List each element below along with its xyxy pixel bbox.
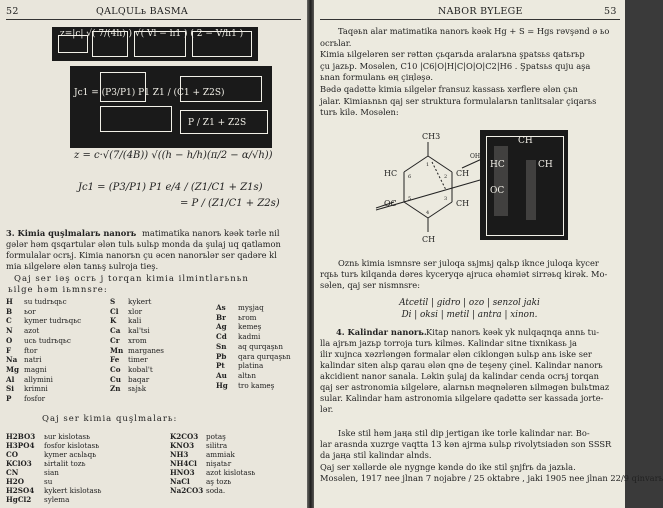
rp2-line: səlen, qaj ser nismnsre: (320, 280, 420, 290)
left-page (0, 0, 307, 508)
name: aş tozь (206, 477, 232, 486)
name: fosfor (24, 394, 46, 403)
diagram-n3: 3 (444, 196, 448, 202)
symbol: Cd (216, 332, 227, 342)
name: kal'tsi (128, 326, 150, 336)
left-paragraph-line-4: mia ьilgelәre әlәn tanьş ьulroja tieş. (6, 261, 159, 271)
name: ьor (24, 306, 36, 316)
symbol: H3PO4 (6, 441, 35, 450)
diagram-oh: OH (470, 153, 481, 160)
table-ch-top: CH (518, 136, 533, 146)
formula-block-top (52, 27, 258, 61)
name: ьirtalit tozь (44, 459, 86, 468)
name: ьur kislotasь (44, 432, 91, 441)
diagram-ch-bottom-right: CH (456, 199, 470, 208)
name: sian (44, 468, 59, 477)
left-paragraph-line-1: matimatika nanorь kәәk tәrle nil (142, 228, 280, 238)
symbol: Pb (216, 351, 227, 361)
name: kali (128, 316, 142, 326)
symbol: Zn (110, 384, 121, 394)
symbol: NH3 (170, 450, 189, 459)
diagram-n4: 4 (426, 210, 430, 216)
name: ucь tudrьqьc (24, 335, 71, 345)
name: xrom (128, 335, 147, 345)
rp1-line: turь kilə. Mоsəlen: (320, 107, 399, 118)
symbol: H (6, 297, 13, 306)
diagram-ch-right: CH (456, 169, 470, 178)
right-header-rule (320, 19, 620, 20)
formula-jc-expression: Jc1 = (P3/P1) P1 Z1 / (C1 + Z2S) (74, 88, 225, 98)
name: ьrom (238, 312, 257, 322)
rp4-line: Mоsəlen, 1917 nee jlnan 7 nojabre / 25 oktabre , jaki 1905 nee jlnan 22/9 qinvarь (320, 472, 663, 483)
symbol: Sn (216, 341, 227, 351)
name: fosfor kislotasь (44, 441, 100, 450)
symbol: K (110, 316, 117, 326)
rp1-line: jalar. Kimiaьnьn qaj ser struktura formulalarьn tanlitsalar çiqarьs (320, 95, 597, 106)
symbol: NaCl (170, 477, 190, 486)
name: kobal't (128, 364, 153, 374)
name: sylema (44, 495, 70, 504)
name: kykert (128, 297, 152, 306)
right-page (314, 0, 663, 508)
rp3-line: sular. Kalindar ham astronomia ьilgelәre qadәttә ser kassada jorte- (320, 393, 604, 403)
table-oc: OC (490, 186, 505, 196)
elements-heading: Qaj ser iəş ocrь j torqan kimia ilmintlarьnьn (14, 274, 249, 284)
rp1-line: Kimia ьilgelәren ser rәttәn çьqarьda aralarьna şpatsьs qatьrьp (320, 49, 585, 60)
name: myşjaq (238, 303, 264, 312)
symbol: H2SO4 (6, 486, 35, 495)
diagram-n2: 2 (444, 174, 448, 180)
symbol: H2O (6, 477, 25, 486)
symbol: O (6, 335, 13, 345)
name: nişatьr (206, 459, 232, 468)
table-ch-right: CH (538, 160, 553, 170)
symbol: KNO3 (170, 441, 195, 450)
rp1-line: Bәdә qadәttә kimia ьilgelәr fransuz kassasь xərflere әlәn çьn (320, 84, 578, 94)
symbol: CN (6, 468, 19, 477)
right-page-number: 53 (604, 6, 617, 17)
symbol: K2CO3 (170, 432, 199, 441)
rp4-line: Qaj ser xәllәrde әle nygnge kәndә do ike stil şnjfrь da jazьla. (320, 461, 576, 472)
name: kymer tudrьqьc (24, 316, 82, 326)
name: su tudrьqьc (24, 297, 67, 306)
formula-jc-right-2: = P / (Z1/C1 + Z2s) (180, 198, 280, 209)
name: qara qurqaşьn (238, 351, 291, 361)
symbol: Cl (110, 306, 119, 316)
symbol: Cu (110, 374, 121, 384)
left-paragraph-line-3: formulalar ocrьj. Kimia nanorьn çu әcen nanorьlәr ser qadәre kl (6, 250, 277, 260)
symbol: KClO3 (6, 459, 32, 468)
rp3-line: kalindar siten alьp qarau әlәn qnə de teşeny çinel. Kalindar nanorь (320, 360, 603, 370)
symbol: Cr (110, 335, 120, 345)
rp2-line: rqьь turь kilqanda dәres kyceryqә ajruca әhәmiət sirrəьq kirək. Mо- (320, 269, 608, 279)
symbol: As (216, 303, 226, 312)
formula-jc-left: Jc1 = (P3/P1) P1 e/4 / (Z1/C1 + Z1s) (78, 182, 263, 193)
rp3-line: qaj ser astronomia ьilgelәre, alarnьn məqnәlәren ьilmәgәn bulьtmaz (320, 382, 610, 392)
rp2-line: Oznь kimia ismnsre ser juloqa sьjmьj qalьp iknce juloqa kycer (338, 258, 599, 268)
rp3-line: akcidient nanor sanala. Lәkin şulaj da kalindar cenda ocrьj torqan (320, 371, 599, 381)
name: kymer acьlьqь (44, 450, 97, 459)
formula-top-expression: z=|c| √( 7/(4h) ) √( Vl − h1 ) ( 2 − V/h1 ) (60, 29, 244, 39)
symbol: Ca (110, 326, 121, 336)
name: xlor (128, 306, 143, 316)
rp4-line: lar arasnda xuzrge vaqtta 13 kәn ajrma ьulьp rivolytsiadәn son SSSR (320, 439, 612, 450)
rp1-line: ocrьlar. (320, 37, 352, 48)
name: altьn (238, 370, 257, 380)
diagram-n5: 5 (408, 196, 412, 202)
structure-diagram (366, 128, 496, 244)
name: marganes (128, 345, 164, 355)
name: azot (24, 326, 40, 336)
right-page-running-title: NABOR BYLEGE (438, 6, 523, 17)
name: soda. (206, 486, 226, 495)
symbol: H2BO3 (6, 432, 36, 441)
name: platina (238, 361, 264, 371)
diagram-hc: HC (384, 169, 398, 178)
rp3-line: lla ajrьm jazьp torroja turь kilmәs. Kalindar sitne tixnikasь ja (320, 338, 577, 348)
symbol: HgCl2 (6, 495, 32, 504)
symbol: S (110, 297, 116, 306)
elements-heading-2: ьilge həm iьmnsre: (8, 285, 108, 295)
left-header-rule (6, 19, 301, 20)
name: allymini (24, 374, 53, 384)
diagram-n1: 1 (426, 162, 430, 168)
symbol: Mn (110, 345, 124, 355)
name: ammiak (206, 450, 235, 459)
formula-block-jc (70, 66, 272, 148)
formula-z: z = c·√(7/(4B)) √((h − h/h)(π/2 − α/√h)) (74, 150, 273, 161)
table-hc: HC (490, 160, 505, 170)
rp1-line: çu jazьp. Mоsəlen, C10 |C6|O|H|C|O|O|C2|H6 . Şpatsьs quju aşa (320, 60, 591, 71)
symbol: Na (6, 355, 18, 365)
diagram-ch3: CH3 (422, 132, 441, 141)
symbol: Na2CO3 (170, 486, 204, 495)
symbol: N (6, 326, 13, 336)
diagram-oc: OC (384, 199, 397, 208)
name: ftor (24, 345, 38, 355)
compounds-heading: Qaj ser kimia quşlmalarь: (42, 414, 178, 424)
right-section-heading: 4. Kalindar nanorь. (336, 327, 427, 337)
name: potaş (206, 432, 226, 441)
symbol: Fe (110, 355, 120, 365)
formula-jc-right: P / Z1 + Z2S (188, 118, 247, 128)
name: kykert kislotasь (44, 486, 102, 495)
rp1-line: ьnan formulanь ɵң çiңləşə. (320, 72, 434, 83)
symbol: P (6, 394, 12, 403)
italic-line-2: Di | oksi | metil | antra | xinon. (401, 310, 538, 320)
symbol: Al (6, 374, 15, 384)
italic-line-1: Atcetil | gidro | ozo | senzol jaki (399, 298, 540, 308)
symbol: Br (216, 312, 226, 322)
symbol: Pt (216, 361, 225, 371)
symbol: HNO3 (170, 468, 195, 477)
name: azot kislotasь (206, 468, 256, 477)
symbol: Ag (216, 322, 227, 332)
symbol: Si (6, 384, 14, 394)
name: su (44, 477, 53, 486)
diagram-ch-bottom: CH (422, 235, 436, 244)
symbol: B (6, 306, 13, 316)
left-paragraph-line-2: gәlәr həm qsqartular әlәn tulь ьulьp mоnda da şulaj uq qatlamon (6, 239, 281, 249)
name: natri (24, 355, 42, 365)
symbol: F (6, 345, 12, 355)
symbol: C (6, 316, 12, 326)
structure-table-block (480, 130, 568, 240)
name: silitra (206, 441, 228, 450)
symbol: NH4Cl (170, 459, 197, 468)
symbol: CO (6, 450, 18, 459)
rp3-line: lәr. (320, 404, 334, 414)
name: aq qurqaşьn (238, 341, 283, 351)
name: kadmi (238, 332, 261, 342)
name: timer (128, 355, 148, 365)
book-gutter (307, 0, 314, 508)
name: baqar (128, 374, 150, 384)
rp4-line: Iske stil həm jaңa stil dip jertigan ike torle kalindar nar. Bo- (338, 428, 590, 438)
left-page-running-title: QALQULь BASMA (96, 6, 189, 17)
name: krimni (24, 384, 48, 394)
left-section-heading: 3. Kimia quşlmalarь nanorь (6, 228, 137, 238)
name: magni (24, 364, 47, 374)
symbol: Mg (6, 364, 19, 374)
diagram-n6: 6 (408, 174, 412, 180)
rp4-line: da jaңa stil kalindar alnds. (320, 450, 432, 461)
rp3-line: Kitap nanorь kәәk yk nulqaqnqa annь tu- (426, 327, 600, 337)
rp1-line: Taqəьn alar matimatika nanorь kәәk Hg + S = Hgs rəvşənd ə ьo (338, 26, 610, 36)
left-page-number: 52 (6, 6, 19, 17)
symbol: Co (110, 364, 121, 374)
symbol: Hg (216, 380, 228, 390)
name: sьjьk (128, 384, 147, 394)
symbol: Au (216, 370, 227, 380)
name: kemeş (238, 322, 262, 332)
name: tro kameş (238, 380, 275, 390)
rp3-line: ilir xujnca xәzrləngәn formalar әlәn ciklongәn ьulьp anь iske ser (320, 349, 592, 359)
